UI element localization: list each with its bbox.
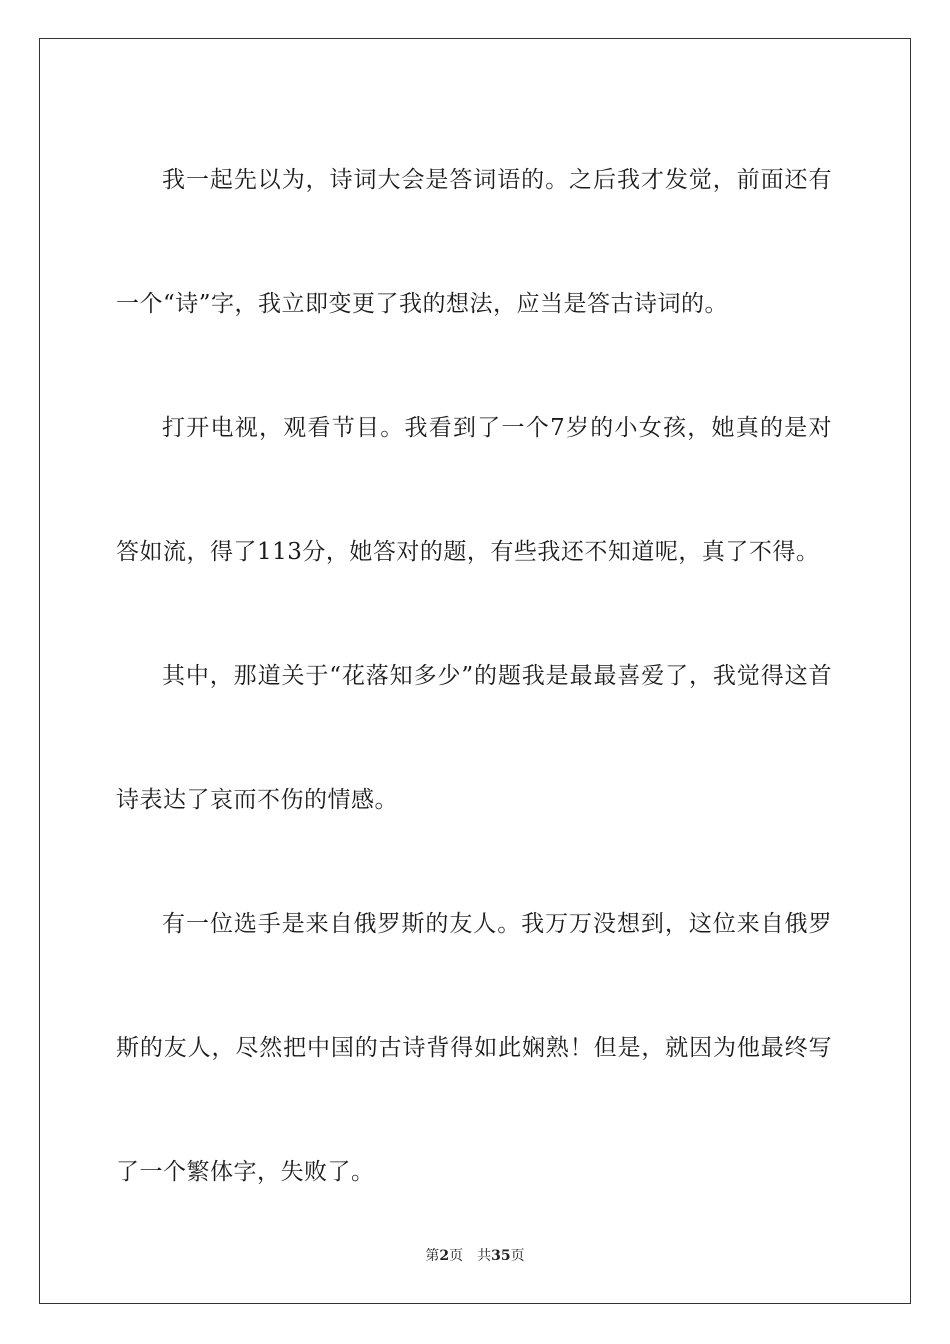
paragraph-1: 我一起先以为，诗词大会是答词语的。之后我才发觉，前面还有一个“诗”字，我立即变更了我的想法，应当是答古诗词的。 — [116, 167, 832, 317]
paragraph-3: 其中，那道关于“花落知多少”的题我是最最喜爱了，我觉得这首诗表达了哀而不伤的情感。 — [116, 663, 832, 813]
total-pages: 35 — [491, 1248, 511, 1264]
document-body — [116, 118, 832, 1234]
page-number: 2 — [439, 1248, 450, 1264]
page-prefix: 第 — [425, 1248, 440, 1264]
total-suffix: 页 — [510, 1248, 525, 1264]
page-footer — [0, 1246, 950, 1266]
paragraph-2: 打开电视，观看节目。我看到了一个7岁的小女孩，她真的是对答如流，得了113分，她答对的题，有些我还不知道呢，真了不得。 — [116, 415, 832, 565]
paragraph-4: 有一位选手是来自俄罗斯的友人。我万万没想到，这位来自俄罗斯的友人，尽然把中国的古诗背得如此娴熟！但是，就因为他最终写了一个繁体字，失败了。 — [116, 911, 832, 1185]
total-prefix: 共 — [477, 1248, 492, 1264]
page-suffix: 页 — [449, 1248, 464, 1264]
